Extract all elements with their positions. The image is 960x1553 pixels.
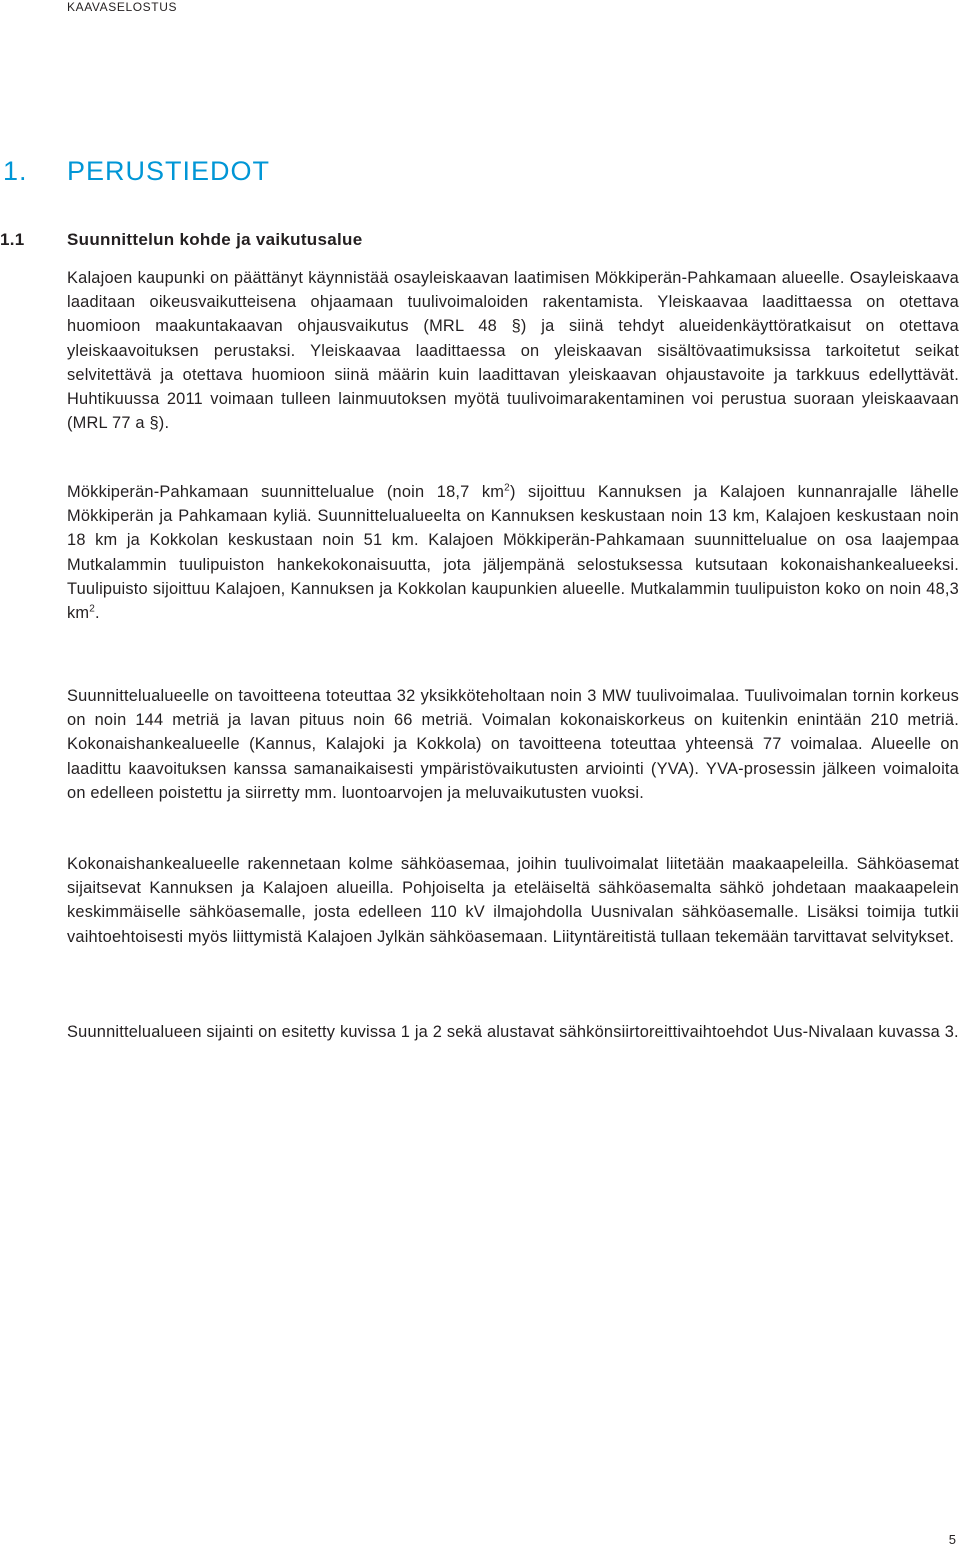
superscript-squared: 2 <box>89 603 96 615</box>
paragraph-planning-area-part1: Mökkiperän-Pahkamaan suunnittelualue (noin 18,7 km <box>67 483 505 501</box>
paragraph-substations: Kokonaishankealueelle rakennetaan kolme sähköasemaa, joihin tuulivoimalat liitetään maakaapeleilla. Sähköasemat sijaitsevat Kannuksen ja Kalajoen alueilla. Pohjoiselta ja eteläiseltä sähköasemalta sähkö johdetaan maakaapelein keskimmäiselle sähköasemalle, josta edelleen 110 kV ilmajohdolla Uusnivalan sähköasemalle. Lisäksi toimija tutkii vaihtoehtoisesti myös liittymistä Kalajoen Jylkän sähköasemaan. Liityntäreitistä tullaan tekemään tarvittavat selvitykset. <box>67 855 959 946</box>
page-number: 5 <box>948 1532 956 1547</box>
paragraph-intro: Kalajoen kaupunki on päättänyt käynnistää osayleiskaavan laatimisen Mökkiperän-Pahkamaan alueelle. Osayleiskaava laaditaan oikeusvaikutteisena ohjaamaan tuulivoimaloiden rakentamista. Yleiskaavaa laadittaessa on otettava huomioon maakuntakaavan ohjausvaikutus (MRL 48 §) ja siinä tehdyt alueidenkäyttöratkaisut on otettava yleiskaavoituksen perustaksi. Yleiskaavaa laadittaessa on yleiskaavan sisältövaatimuksissa tarkoitetut seikat selvitettävä ja otettava huomioon siinä määrin kuin laadittavan yleiskaavan ohjaustavoite ja tarkkuus edellyttävät. Huhtikuussa 2011 voimaan tulleen lainmuutoksen myötä tuulivoimarakentaminen voi perustua suoraan yleiskaavaan (MRL 77 a §). <box>67 269 959 433</box>
paragraph-planning-area-end: . <box>95 604 100 623</box>
chapter-number: 1. <box>3 156 28 186</box>
paragraph-turbines: Suunnittelualueelle on tavoitteena toteuttaa 32 yksikköteholtaan noin 3 MW tuulivoimalaa. Tuulivoimalan tornin korkeus on noin 144 metriä ja lavan pituus noin 66 metriä. Voimalan kokonaiskorkeus on kuitenkin enintään 210 metriä. Kokonaishankealueelle (Kannus, Kalajoki ja Kokkola) on tavoitteena toteuttaa yhteensä 77 voimalaa. Alueelle on laadittu kaavoituksen kanssa samanaikaisesti ympäristövaikutusten arviointi (YVA). YVA-prosessin jälkeen voimaloita on edelleen poistettu ja siirretty mm. luontoarvojen ja meluvaikutusten vuoksi. <box>67 687 959 802</box>
chapter-heading <box>3 156 270 187</box>
running-header: KAAVASELOSTUS <box>67 0 178 14</box>
section-heading <box>0 230 362 250</box>
section-number: 1.1 <box>0 230 25 249</box>
paragraph-planning-area-part2: ) sijoittuu Kannuksen ja Kalajoen kunnanrajalle lähelle Mökkiperän ja Pahkamaan kyliä. Suunnittelualueelta on Kannuksen keskustaan noin 13 km, Kalajoen keskustaan noin 18 km ja Kokkolan keskustaan noin 51 km. Kalajoen Mökkiperän-Pahkamaan suunnittelualue on osa laajempaa Mutkalammin tuulipuiston hankekokonaisuutta, jota jäljempänä selostuksessa kutsutaan kokonaishankealueeksi. Tuulipuisto sijoittuu Kalajoen, Kannuksen ja Kokkolan kaupunkien alueelle. Mutkalammin tuulipuiston koko on noin 48,3 km <box>67 483 959 623</box>
section-title: Suunnittelun kohde ja vaikutusalue <box>67 230 363 249</box>
superscript-squared: 2 <box>504 482 510 494</box>
chapter-title: PERUSTIEDOT <box>67 156 271 186</box>
paragraph-planning-area <box>67 480 959 625</box>
paragraph-location-figures: Suunnittelualueen sijainti on esitetty kuvissa 1 ja 2 sekä alustavat sähkönsiirtoreittivaihtoehdot Uus-Nivalaan kuvassa 3. <box>67 1023 959 1041</box>
